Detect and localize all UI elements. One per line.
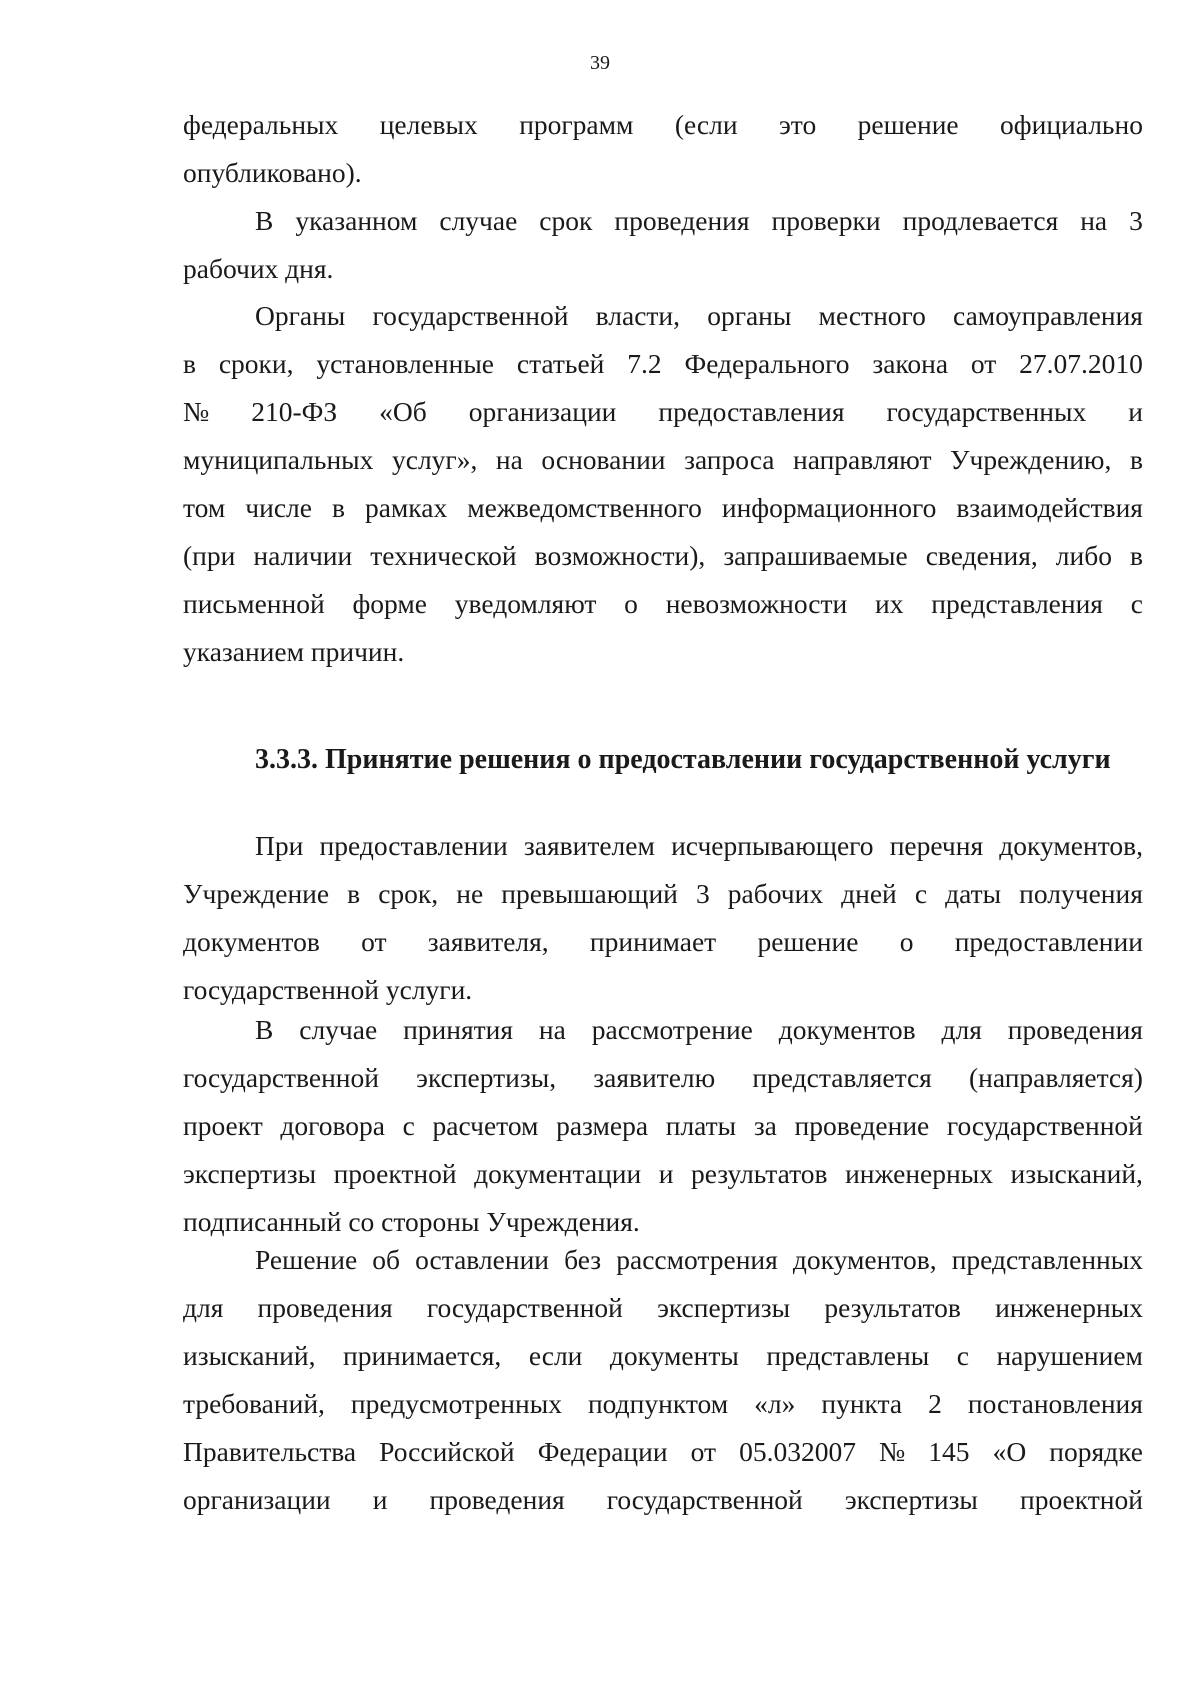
text-line	[183, 1236, 1143, 1284]
text-line: указанием причин.	[183, 636, 405, 667]
word: экспертизы,	[416, 1062, 557, 1093]
word: их	[875, 588, 904, 619]
word: невозможности	[665, 588, 848, 619]
word: органы	[707, 300, 792, 331]
word: порядке	[1049, 1436, 1143, 1467]
word: изысканий,	[183, 1340, 316, 1371]
word: от	[690, 1436, 717, 1467]
text-line	[183, 1006, 1143, 1054]
word: расчетом	[432, 1110, 539, 1141]
paragraph-rejection	[183, 1236, 1143, 1524]
word: на	[1080, 205, 1108, 236]
word: представленных	[951, 1244, 1143, 1275]
word: числе	[245, 492, 312, 523]
text-line: государственной услуги.	[183, 974, 473, 1005]
word: предоставлении	[319, 830, 508, 861]
word: Федерации	[537, 1436, 668, 1467]
word: сроки,	[218, 348, 294, 379]
text-line	[183, 292, 1143, 340]
word: с	[956, 1340, 969, 1371]
word: направляют	[793, 444, 932, 475]
word: Решение	[255, 1244, 358, 1275]
word: власти,	[595, 300, 681, 331]
word: 2	[928, 1388, 942, 1419]
word: платы	[665, 1110, 737, 1141]
word: технической	[370, 540, 517, 571]
word: услуг»,	[391, 444, 478, 475]
word: проведения	[429, 1484, 565, 1515]
word: проведения	[1007, 1014, 1143, 1045]
word: запрашиваемые	[723, 540, 908, 571]
word: В	[255, 1014, 274, 1045]
word: представления	[931, 588, 1103, 619]
word: продлевается	[902, 205, 1059, 236]
word: в	[1129, 540, 1143, 571]
word: постановления	[967, 1388, 1143, 1419]
word: предоставлении	[954, 926, 1143, 957]
word: срок,	[378, 878, 439, 909]
word: для	[183, 1292, 224, 1323]
word: 145	[928, 1436, 970, 1467]
word: официально	[1000, 109, 1143, 140]
word: предоставления	[658, 396, 845, 427]
word: Учреждению,	[950, 444, 1112, 475]
word: нарушением	[996, 1340, 1143, 1371]
word: Правительства	[183, 1436, 357, 1467]
word: статьей	[516, 348, 605, 379]
word: либо	[1055, 540, 1112, 571]
word: рамках	[364, 492, 448, 523]
word: решение	[857, 109, 959, 140]
word: рассмотрение	[591, 1014, 753, 1045]
word: даты	[945, 878, 1002, 909]
section-heading: 3.3.3. Принятие решения о предоставлении государственной услуги	[255, 744, 1111, 775]
word: подпунктом	[587, 1388, 729, 1419]
word: заявителю	[593, 1062, 716, 1093]
paragraph-authorities	[183, 292, 1143, 676]
word: представлены	[766, 1340, 930, 1371]
paragraph-contract	[183, 1006, 1143, 1246]
text-line	[183, 822, 1143, 870]
word: принимает	[589, 926, 717, 957]
word: 3	[1129, 205, 1143, 236]
word: (направляется)	[968, 1062, 1143, 1093]
word: 3	[695, 878, 710, 909]
word: федеральных	[183, 109, 339, 140]
word: организации	[183, 1484, 331, 1515]
word: том	[183, 492, 226, 523]
word: превышающий	[501, 878, 678, 909]
word: изысканий,	[1010, 1158, 1143, 1189]
word: государственных	[886, 396, 1087, 427]
word: рабочих	[727, 878, 824, 909]
text-line	[183, 918, 1143, 966]
word: в	[183, 348, 196, 379]
word: Учреждение	[183, 878, 330, 909]
word: документов,	[792, 1244, 937, 1275]
text-line	[183, 197, 1143, 245]
word: (при	[183, 540, 236, 571]
word: экспертизы	[183, 1158, 317, 1189]
word: проверки	[771, 205, 881, 236]
text-line	[183, 1332, 1143, 1380]
word: для	[941, 1014, 982, 1045]
word: В	[255, 205, 274, 236]
word: на	[538, 1014, 566, 1045]
text-line: рабочих дня.	[183, 253, 334, 284]
word: Российской	[379, 1436, 515, 1467]
word: заявителя,	[427, 926, 549, 957]
word: и	[658, 1158, 674, 1189]
word: «О	[992, 1436, 1027, 1467]
text-line	[183, 340, 1143, 388]
word: принимается,	[342, 1340, 502, 1371]
word: государственной	[372, 300, 569, 331]
text-line	[183, 388, 1143, 436]
word: проектной	[1020, 1484, 1143, 1515]
word: представляется	[752, 1062, 932, 1093]
word: наличии	[253, 540, 353, 571]
word: сведения,	[925, 540, 1038, 571]
word: документов	[778, 1014, 916, 1045]
text-line: опубликовано).	[183, 157, 362, 188]
word: и	[372, 1484, 388, 1515]
word: результатов	[824, 1292, 961, 1323]
word: уведомляют	[454, 588, 597, 619]
word: возможности),	[534, 540, 706, 571]
word: целевых	[379, 109, 478, 140]
word: форме	[352, 588, 427, 619]
word: дней	[841, 878, 897, 909]
word: запроса	[684, 444, 775, 475]
word: При	[255, 830, 304, 861]
word: Органы	[255, 300, 346, 331]
word: не	[456, 878, 484, 909]
word: в	[331, 492, 345, 523]
text-line	[183, 1476, 1143, 1524]
word: и	[1128, 396, 1143, 427]
word: документы	[609, 1340, 739, 1371]
text-line	[183, 1284, 1143, 1332]
word: это	[779, 109, 817, 140]
page-number: 39	[590, 52, 610, 74]
word: установленные	[316, 348, 495, 379]
word: 27.07.2010	[1019, 348, 1143, 379]
word: Федерального	[684, 348, 850, 379]
word: исчерпывающего	[671, 830, 874, 861]
word: случае	[439, 205, 518, 236]
word: принятия	[403, 1014, 514, 1045]
word: инженерных	[995, 1292, 1143, 1323]
word: государственной	[426, 1292, 623, 1323]
word: заявителем	[523, 830, 655, 861]
word: организации	[468, 396, 617, 427]
word: договора	[280, 1110, 386, 1141]
word: указанном	[295, 205, 418, 236]
word: самоуправления	[953, 300, 1143, 331]
word: пункта	[821, 1388, 903, 1419]
word: без	[564, 1244, 602, 1275]
word: №	[183, 396, 210, 427]
paragraph-continuation	[183, 101, 1143, 197]
word: в	[347, 878, 361, 909]
word: на	[495, 444, 523, 475]
text-line	[183, 1150, 1143, 1198]
text-line	[183, 1102, 1143, 1150]
word: письменной	[183, 588, 325, 619]
word: получения	[1019, 878, 1143, 909]
paragraph-extension	[183, 197, 1143, 293]
word: проектной	[333, 1158, 457, 1189]
word: проект	[183, 1110, 263, 1141]
word: 05.032007	[739, 1436, 856, 1467]
word: с	[914, 878, 928, 909]
text-line	[183, 484, 1143, 532]
word: предусмотренных	[350, 1388, 562, 1419]
word: «л»	[754, 1388, 796, 1419]
paragraph-decision	[183, 822, 1143, 1014]
word: оставлении	[415, 1244, 550, 1275]
word: государственной	[946, 1110, 1143, 1141]
text-line	[183, 1380, 1143, 1428]
word: информационного	[721, 492, 937, 523]
word: размера	[556, 1110, 649, 1141]
word: экспертизы	[657, 1292, 791, 1323]
word: (если	[674, 109, 738, 140]
word: случае	[299, 1014, 378, 1045]
word: если	[528, 1340, 583, 1371]
word: №	[878, 1436, 906, 1467]
word: основании	[541, 444, 666, 475]
word: 210-ФЗ	[251, 396, 338, 427]
text-line	[183, 870, 1143, 918]
word: взаимодействия	[956, 492, 1143, 523]
word: документов,	[999, 830, 1143, 861]
word: 7.2	[627, 348, 662, 379]
word: документации	[474, 1158, 642, 1189]
word: программ	[519, 109, 634, 140]
word: с	[402, 1110, 415, 1141]
text-line	[183, 101, 1143, 149]
word: от	[361, 926, 387, 957]
word: государственной	[606, 1484, 803, 1515]
word: о	[624, 588, 638, 619]
word: в	[1129, 444, 1143, 475]
text-line	[183, 1054, 1143, 1102]
word: проведения	[614, 205, 750, 236]
word: за	[753, 1110, 777, 1141]
word: местного	[818, 300, 926, 331]
text-line	[183, 532, 1143, 580]
word: об	[372, 1244, 401, 1275]
word: перечня	[889, 830, 984, 861]
word: документов	[183, 926, 320, 957]
word: срок	[539, 205, 593, 236]
word: с	[1130, 588, 1143, 619]
word: муниципальных	[183, 444, 374, 475]
text-line: подписанный со стороны Учреждения.	[183, 1206, 640, 1237]
word: инженерных	[845, 1158, 993, 1189]
word: от	[970, 348, 997, 379]
word: государственной	[183, 1062, 379, 1093]
word: проведения	[257, 1292, 393, 1323]
text-line	[183, 436, 1143, 484]
word: результатов	[690, 1158, 828, 1189]
word: о	[899, 926, 914, 957]
word: требований,	[183, 1388, 325, 1419]
word: решение	[757, 926, 859, 957]
word: закона	[872, 348, 949, 379]
word: проведение	[794, 1110, 930, 1141]
word: межведомственного	[467, 492, 702, 523]
text-line	[183, 1428, 1143, 1476]
word: «Об	[379, 396, 427, 427]
text-line	[183, 580, 1143, 628]
word: экспертизы	[844, 1484, 978, 1515]
word: рассмотрения	[616, 1244, 778, 1275]
